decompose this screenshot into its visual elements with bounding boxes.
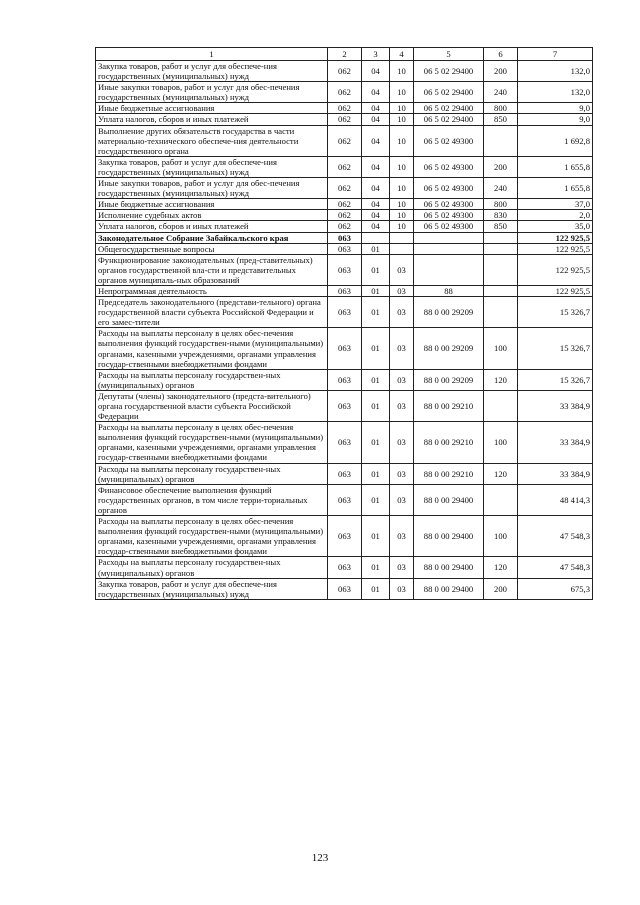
amount-value: 15 326,7 (518, 328, 593, 369)
table-row (96, 422, 593, 463)
ministry-code: 063 (328, 369, 362, 390)
ministry-code: 063 (328, 484, 362, 515)
amount-value: 122 925,5 (518, 243, 593, 254)
target-article-code (414, 243, 484, 254)
section-code: 04 (362, 199, 390, 210)
table-row (96, 369, 593, 390)
target-article-code: 88 0 00 29400 (414, 578, 484, 599)
table-row (96, 578, 593, 599)
amount-value: 132,0 (518, 82, 593, 103)
subsection-code (390, 243, 414, 254)
section-code: 01 (362, 328, 390, 369)
row-description: Закупка товаров, работ и услуг для обеспече-ния государственных (муниципальных) нужд (96, 156, 328, 177)
amount-value: 122 925,5 (518, 232, 593, 243)
column-header: 5 (414, 48, 484, 61)
section-code: 01 (362, 390, 390, 421)
section-code: 01 (362, 297, 390, 328)
expense-type-code: 240 (484, 82, 518, 103)
row-description: Общегосударственные вопросы (96, 243, 328, 254)
amount-value: 1 655,8 (518, 156, 593, 177)
subsection-code: 03 (390, 422, 414, 463)
table-row (96, 114, 593, 125)
expense-type-code: 200 (484, 156, 518, 177)
subsection-code: 03 (390, 484, 414, 515)
amount-value: 37,0 (518, 199, 593, 210)
budget-table-body (96, 48, 593, 600)
amount-value: 132,0 (518, 61, 593, 82)
target-article-code: 06 5 02 49300 (414, 156, 484, 177)
expense-type-code: 800 (484, 103, 518, 114)
amount-value: 675,3 (518, 578, 593, 599)
expense-type-code: 120 (484, 557, 518, 578)
expense-type-code: 120 (484, 463, 518, 484)
subsection-code: 10 (390, 125, 414, 156)
section-code: 04 (362, 221, 390, 232)
target-article-code (414, 254, 484, 285)
row-description: Председатель законодательного (представи-тельного) органа государственной власти субъекта Российской Федерации и его замес-тители (96, 297, 328, 328)
section-code: 04 (362, 178, 390, 199)
target-article-code: 06 5 02 29400 (414, 114, 484, 125)
table-row (96, 297, 593, 328)
row-description: Расходы на выплаты персоналу в целях обес-печения выполнения функций государствен-ными (муниципальными) органами, казенными учреждениями, органами управления государ-ственными внебюджетными фондами (96, 516, 328, 557)
section-code: 04 (362, 114, 390, 125)
row-description: Закупка товаров, работ и услуг для обеспече-ния государственных (муниципальных) нужд (96, 61, 328, 82)
table-row (96, 61, 593, 82)
target-article-code: 06 5 02 49300 (414, 210, 484, 221)
section-code: 01 (362, 578, 390, 599)
expense-type-code (484, 243, 518, 254)
amount-value: 48 414,3 (518, 484, 593, 515)
section-code: 01 (362, 463, 390, 484)
expense-type-code (484, 297, 518, 328)
amount-value: 122 925,5 (518, 254, 593, 285)
expense-type-code: 240 (484, 178, 518, 199)
ministry-code: 062 (328, 221, 362, 232)
ministry-code: 063 (328, 328, 362, 369)
subsection-code: 10 (390, 178, 414, 199)
row-description: Расходы на выплаты персоналу государствен-ных (муниципальных) органов (96, 463, 328, 484)
ministry-code: 062 (328, 82, 362, 103)
amount-value: 33 384,9 (518, 463, 593, 484)
target-article-code: 88 0 00 29210 (414, 422, 484, 463)
expense-type-code (484, 125, 518, 156)
expense-type-code: 850 (484, 114, 518, 125)
table-row (96, 125, 593, 156)
ministry-code: 063 (328, 516, 362, 557)
subsection-code: 10 (390, 210, 414, 221)
budget-table (95, 47, 593, 600)
table-row (96, 557, 593, 578)
ministry-code: 063 (328, 390, 362, 421)
row-description: Выполнение других обязательств государства в части материально-технического обеспече-ния деятельности государственного органа (96, 125, 328, 156)
section-code: 01 (362, 369, 390, 390)
row-description: Иные бюджетные ассигнования (96, 103, 328, 114)
amount-value: 35,0 (518, 221, 593, 232)
column-header: 3 (362, 48, 390, 61)
row-description: Иные закупки товаров, работ и услуг для обес-печения государственных (муниципальных) нужд (96, 178, 328, 199)
subsection-code: 03 (390, 390, 414, 421)
target-article-code: 88 0 00 29210 (414, 390, 484, 421)
ministry-code: 062 (328, 178, 362, 199)
section-code: 01 (362, 254, 390, 285)
subsection-code: 03 (390, 254, 414, 285)
section-code: 04 (362, 156, 390, 177)
row-description: Иные бюджетные ассигнования (96, 199, 328, 210)
target-article-code: 06 5 02 49300 (414, 125, 484, 156)
row-description: Закупка товаров, работ и услуг для обеспече-ния государственных (муниципальных) нужд (96, 578, 328, 599)
scan-corner-mark (0, 0, 22, 6)
row-description: Расходы на выплаты персоналу государствен-ных (муниципальных) органов (96, 369, 328, 390)
expense-type-code: 100 (484, 516, 518, 557)
table-row (96, 210, 593, 221)
target-article-code (414, 232, 484, 243)
section-code: 04 (362, 82, 390, 103)
table-row (96, 254, 593, 285)
subsection-code: 10 (390, 114, 414, 125)
target-article-code: 06 5 02 49300 (414, 221, 484, 232)
amount-value: 15 326,7 (518, 369, 593, 390)
section-code: 04 (362, 210, 390, 221)
ministry-code: 062 (328, 156, 362, 177)
column-header: 4 (390, 48, 414, 61)
row-description: Законодательное Собрание Забайкальского края (96, 232, 328, 243)
ministry-code: 063 (328, 463, 362, 484)
table-row (96, 285, 593, 296)
section-code: 04 (362, 125, 390, 156)
target-article-code: 06 5 02 29400 (414, 61, 484, 82)
target-article-code: 88 0 00 29209 (414, 328, 484, 369)
row-description: Исполнение судебных актов (96, 210, 328, 221)
target-article-code: 88 0 00 29209 (414, 297, 484, 328)
expense-type-code: 120 (484, 369, 518, 390)
target-article-code: 06 5 02 49300 (414, 178, 484, 199)
table-row (96, 82, 593, 103)
expense-type-code (484, 484, 518, 515)
expense-type-code: 200 (484, 578, 518, 599)
section-code: 01 (362, 422, 390, 463)
section-code: 01 (362, 557, 390, 578)
section-code: 01 (362, 484, 390, 515)
target-article-code: 06 5 02 29400 (414, 103, 484, 114)
expense-type-code (484, 285, 518, 296)
column-header: 6 (484, 48, 518, 61)
subsection-code: 10 (390, 61, 414, 82)
target-article-code: 88 0 00 29400 (414, 557, 484, 578)
table-row (96, 328, 593, 369)
table-row (96, 199, 593, 210)
amount-value: 1 655,8 (518, 178, 593, 199)
section-code (362, 232, 390, 243)
subsection-code: 03 (390, 578, 414, 599)
column-header: 2 (328, 48, 362, 61)
amount-value: 2,0 (518, 210, 593, 221)
ministry-code: 063 (328, 422, 362, 463)
table-row (96, 156, 593, 177)
row-description: Уплата налогов, сборов и иных платежей (96, 114, 328, 125)
subsection-code: 10 (390, 82, 414, 103)
subsection-code (390, 232, 414, 243)
row-description: Расходы на выплаты персоналу в целях обес-печения выполнения функций государствен-ными (муниципальными) органами, казенными учреждениями, органами управления государ-ственными внебюджетными фондами (96, 328, 328, 369)
column-number-row (96, 48, 593, 61)
subsection-code: 03 (390, 328, 414, 369)
subsection-code: 03 (390, 369, 414, 390)
target-article-code: 06 5 02 29400 (414, 82, 484, 103)
row-description: Депутаты (члены) законодательного (предста-вительного) органа государственной власти субъекта Российской Федерации (96, 390, 328, 421)
ministry-code: 063 (328, 578, 362, 599)
page-number: 123 (311, 852, 329, 864)
subsection-code: 10 (390, 103, 414, 114)
ministry-code: 062 (328, 61, 362, 82)
table-row (96, 516, 593, 557)
expense-type-code: 800 (484, 199, 518, 210)
ministry-code: 063 (328, 243, 362, 254)
amount-value: 9,0 (518, 114, 593, 125)
row-description: Финансовое обеспечение выполнения функций государственных органов, в том числе терри-ториальных органов (96, 484, 328, 515)
ministry-code: 063 (328, 285, 362, 296)
expense-type-code (484, 254, 518, 285)
ministry-code: 063 (328, 297, 362, 328)
target-article-code: 06 5 02 49300 (414, 199, 484, 210)
ministry-code: 062 (328, 125, 362, 156)
ministry-code: 062 (328, 114, 362, 125)
row-description: Функционирование законодательных (пред-ставительных) органов государственной вла-сти и представительных органов муниципаль-ных образований (96, 254, 328, 285)
expense-type-code: 100 (484, 328, 518, 369)
row-description: Уплата налогов, сборов и иных платежей (96, 221, 328, 232)
row-description: Расходы на выплаты персоналу в целях обес-печения выполнения функций государствен-ными (муниципальными) органами, казенными учреждениями, органами управления государ-ственными внебюджетными фондами (96, 422, 328, 463)
table-row (96, 232, 593, 243)
section-code: 01 (362, 285, 390, 296)
column-header: 7 (518, 48, 593, 61)
row-description: Непрограммная деятельность (96, 285, 328, 296)
ministry-code: 062 (328, 210, 362, 221)
table-row (96, 221, 593, 232)
expense-type-code (484, 232, 518, 243)
ministry-code: 062 (328, 199, 362, 210)
subsection-code: 10 (390, 156, 414, 177)
target-article-code: 88 0 00 29209 (414, 369, 484, 390)
target-article-code: 88 0 00 29210 (414, 463, 484, 484)
column-header: 1 (96, 48, 328, 61)
expense-type-code: 830 (484, 210, 518, 221)
ministry-code: 062 (328, 103, 362, 114)
section-code: 04 (362, 61, 390, 82)
target-article-code: 88 (414, 285, 484, 296)
amount-value: 47 548,3 (518, 516, 593, 557)
subsection-code: 03 (390, 463, 414, 484)
section-code: 01 (362, 243, 390, 254)
table-row (96, 243, 593, 254)
row-description: Расходы на выплаты персоналу государствен-ных (муниципальных) органов (96, 557, 328, 578)
section-code: 04 (362, 103, 390, 114)
amount-value: 1 692,8 (518, 125, 593, 156)
amount-value: 15 326,7 (518, 297, 593, 328)
amount-value: 9,0 (518, 103, 593, 114)
subsection-code: 03 (390, 557, 414, 578)
table-row (96, 484, 593, 515)
table-row (96, 463, 593, 484)
subsection-code: 10 (390, 221, 414, 232)
section-code: 01 (362, 516, 390, 557)
expense-type-code: 200 (484, 61, 518, 82)
row-description: Иные закупки товаров, работ и услуг для обес-печения государственных (муниципальных) нужд (96, 82, 328, 103)
subsection-code: 03 (390, 285, 414, 296)
ministry-code: 063 (328, 557, 362, 578)
amount-value: 33 384,9 (518, 390, 593, 421)
amount-value: 122 925,5 (518, 285, 593, 296)
amount-value: 47 548,3 (518, 557, 593, 578)
ministry-code: 063 (328, 232, 362, 243)
table-row (96, 103, 593, 114)
amount-value: 33 384,9 (518, 422, 593, 463)
target-article-code: 88 0 00 29400 (414, 516, 484, 557)
subsection-code: 03 (390, 297, 414, 328)
ministry-code: 063 (328, 254, 362, 285)
table-row (96, 178, 593, 199)
subsection-code: 03 (390, 516, 414, 557)
expense-type-code (484, 390, 518, 421)
expense-type-code: 100 (484, 422, 518, 463)
expense-type-code: 850 (484, 221, 518, 232)
table-row (96, 390, 593, 421)
target-article-code: 88 0 00 29400 (414, 484, 484, 515)
subsection-code: 10 (390, 199, 414, 210)
